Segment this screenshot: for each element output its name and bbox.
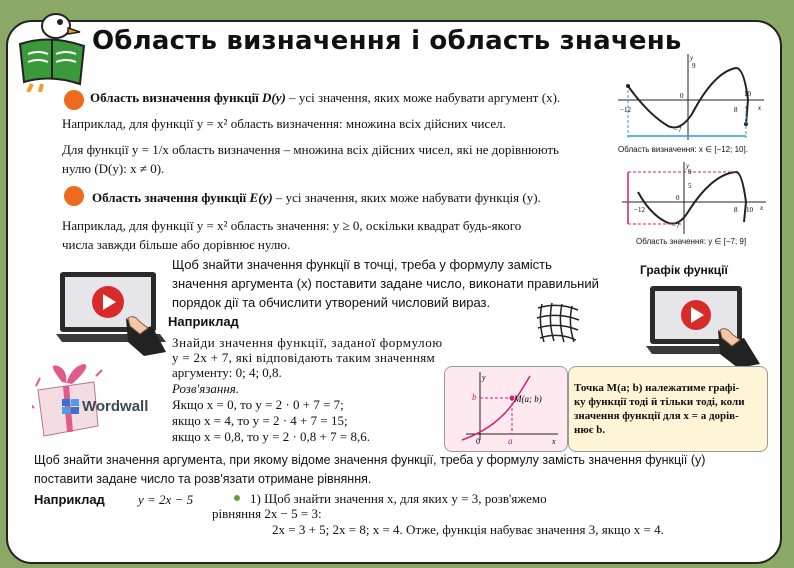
point-value-example-label: Наприклад — [168, 314, 239, 329]
domain-example-2b: нулю (D(y): x ≠ 0). — [62, 161, 165, 176]
g1-axis-y: y — [690, 54, 694, 62]
g2-tick: 9 — [688, 168, 692, 176]
pg-label: x — [552, 437, 556, 446]
argument-text-b: поставити задане число та розв'язати отримане рівняння. — [34, 472, 372, 486]
definition-domain — [90, 89, 560, 106]
grid-net-icon — [534, 300, 582, 344]
g1-axis-x: x — [758, 104, 762, 112]
pg-label: y — [482, 373, 486, 382]
domain-example-2a: Для функції y = 1/x область визначення – множина всіх дійсних чисел, які не дорівнюють — [62, 142, 559, 157]
range-example-a: Наприклад, для функції y = x² область значення: y ≥ 0, оскільки квадрат будь-якого — [62, 218, 522, 233]
video-laptop-icon[interactable] — [56, 268, 168, 356]
g1-tick: 10 — [744, 90, 751, 98]
rule-line-3: значення функції для x = a дорів- — [574, 410, 739, 422]
range-graph-caption: Область значення: y ∈ [−7; 9] — [636, 237, 747, 246]
range-description: – усі значення, яких може набувати функція (y). — [272, 190, 541, 205]
bullet-dot — [64, 90, 84, 110]
rule-line-1: Точка M(a; b) належатиме графі- — [574, 382, 740, 394]
task-line-a: Знайди значення функції, заданої формулою — [172, 335, 443, 350]
bullet-dot — [234, 495, 240, 501]
range-example-b: числа завжди більше або дорівнює нулю. — [62, 237, 291, 252]
graph-function-title: Графік функції — [640, 263, 728, 277]
argument-step-b: рівняння 2x − 5 = 3: — [212, 506, 322, 521]
range-symbol: E(y) — [249, 190, 273, 205]
g2-tick: −7 — [672, 222, 680, 230]
pg-label: a — [508, 436, 513, 446]
argument-formula: y = 2x − 5 — [138, 492, 194, 507]
wordwall-logo-icon[interactable] — [62, 399, 80, 415]
g2-tick: 0 — [676, 194, 680, 202]
video-laptop-icon[interactable] — [646, 284, 762, 368]
rule-line-2: ку функції тоді й тільки тоді, коли — [574, 396, 745, 408]
solution-line-3: якщо x = 0,8, то y = 2 · 0,8 + 7 = 8,6. — [172, 429, 370, 444]
pg-label: M(a; b) — [514, 394, 542, 404]
g1-tick: 0 — [680, 92, 684, 100]
solution-line-1: Якщо x = 0, то y = 2 · 0 + 7 = 7; — [172, 397, 344, 412]
argument-step-a: 1) Щоб знайти значення x, для яких y = 3, розв'яжемо — [250, 491, 547, 506]
domain-description: – усі значення, яких може набувати аргумент (x). — [285, 90, 561, 105]
domain-graph — [618, 54, 768, 144]
bullet-dot — [64, 186, 84, 206]
g2-tick: 5 — [688, 182, 692, 190]
task-line-b: y = 2x + 7, які відповідають таким значенням — [172, 350, 436, 365]
argument-step-c: 2x = 3 + 5; 2x = 8; x = 4. Отже, функція набуває значення 3, якщо x = 4. — [272, 522, 664, 537]
rule-line-4: нює b. — [574, 424, 606, 436]
point-graph — [446, 368, 564, 448]
g2-tick: 8 — [734, 206, 738, 214]
mascot-book-icon — [10, 4, 92, 92]
g2-axis-x: x — [760, 204, 764, 212]
point-rule-box — [568, 366, 768, 452]
g1-tick: 8 — [734, 106, 738, 114]
g2-axis-y: y — [686, 162, 690, 170]
g1-tick: −12 — [620, 106, 631, 114]
domain-symbol: D(y) — [262, 90, 286, 105]
definition-range — [92, 189, 541, 206]
argument-text-a: Щоб знайти значення аргумента, при якому відоме значення функції, треба у формулу замість значення функції (y) — [34, 453, 706, 467]
wordwall-label[interactable]: Wordwall — [82, 398, 149, 415]
domain-graph-caption: Область визначення: x ∈ [−12; 10]. — [618, 145, 748, 154]
solution-line-2: якщо x = 4, то y = 2 · 4 + 7 = 15; — [172, 413, 348, 428]
page-title: Область визначення і область значень — [92, 26, 682, 56]
point-value-text-b: значення аргумента (x) поставити задане число, виконати правильний — [172, 276, 599, 291]
argument-example-label: Наприклад — [34, 492, 105, 507]
point-value-text-a: Щоб знайти значення функції в точці, треба у формулу замість — [172, 257, 552, 272]
domain-example-1: Наприклад, для функції y = x² область визначення: множина всіх дійсних чисел. — [62, 116, 506, 131]
g2-tick: 10 — [746, 206, 753, 214]
range-heading: Область значення функції — [92, 190, 247, 205]
task-line-c: аргументу: 0; 4; 0,8. — [172, 365, 282, 380]
g1-tick: −7 — [674, 126, 682, 134]
point-value-text-c: порядок дії та обчислити утворений числовий вираз. — [172, 295, 491, 310]
pg-label: 0 — [476, 437, 480, 446]
domain-heading: Область визначення функції — [90, 90, 259, 105]
g1-tick: 9 — [692, 62, 696, 70]
pg-label: b — [472, 392, 477, 402]
solution-label: Розв'язання. — [172, 381, 240, 396]
g2-tick: −12 — [634, 206, 645, 214]
range-graph — [622, 162, 768, 236]
